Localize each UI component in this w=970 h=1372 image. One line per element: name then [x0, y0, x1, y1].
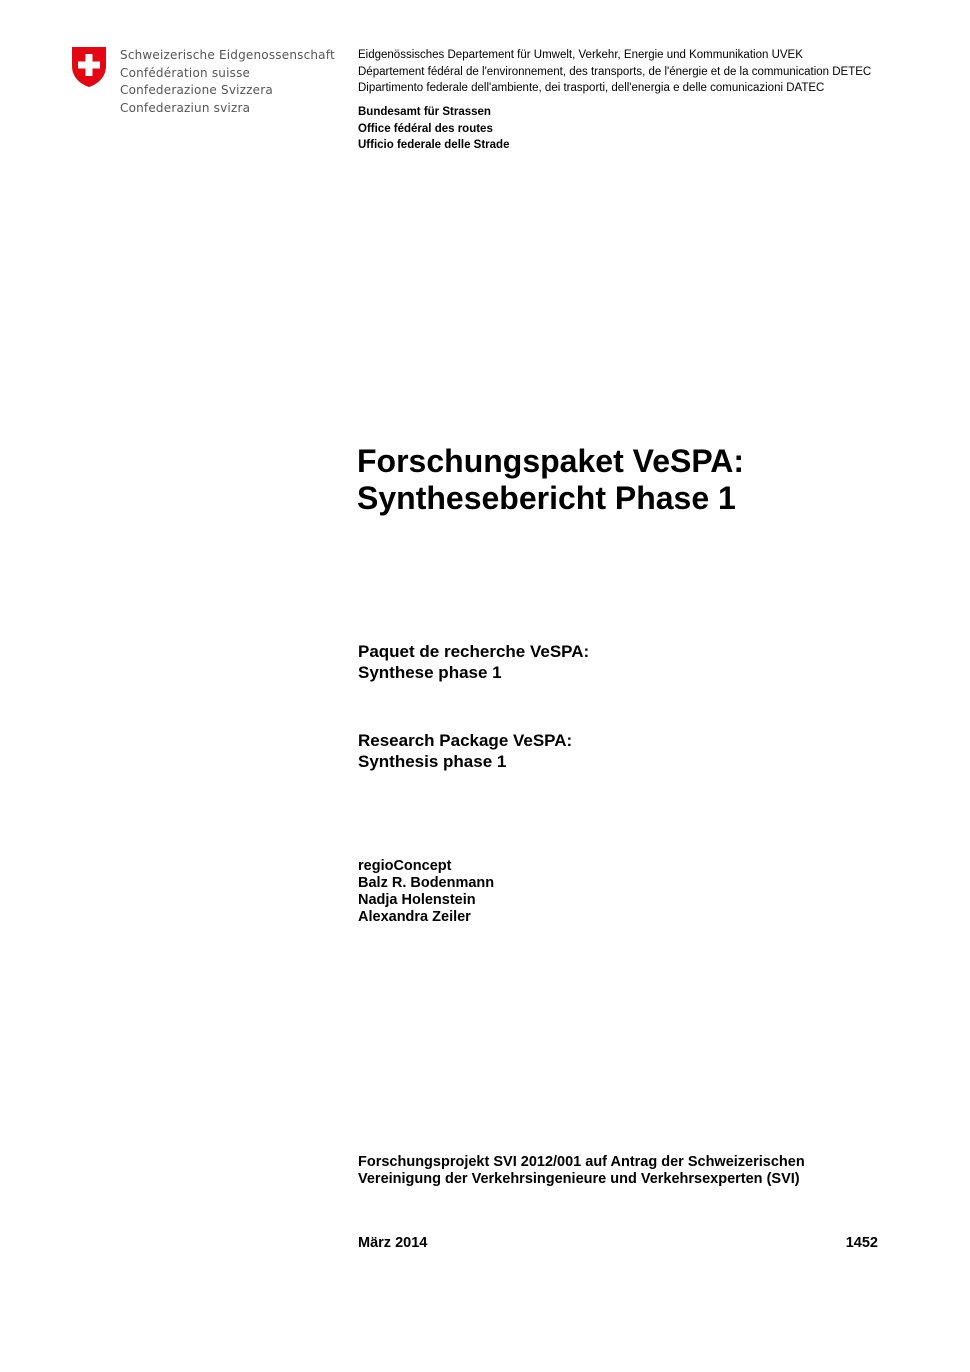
subtitle-french-line-1: Paquet de recherche VeSPA: [358, 642, 590, 661]
office-line-it: Ufficio federale delle Strade [358, 139, 510, 151]
report-number: 1452 [845, 1235, 878, 1251]
project-info [358, 1154, 805, 1188]
report-title-line-1: Forschungspaket VeSPA: [357, 443, 745, 479]
office-line-fr: Office fédéral des routes [358, 122, 493, 135]
author-name: Alexandra Zeiler [358, 909, 471, 925]
department-line-de: Eidgenössisches Departement für Umwelt, Verkehr, Energie und Kommunikation UVEK [358, 49, 803, 61]
publication-date: März 2014 [358, 1235, 428, 1251]
report-title-line-2: Synthesebericht Phase 1 [357, 480, 736, 516]
department-header [358, 47, 871, 97]
author-name: Balz R. Bodenmann [358, 875, 495, 891]
subtitle-french [358, 642, 589, 683]
subtitle-english-line-1: Research Package VeSPA: [358, 731, 573, 750]
subtitle-french-line-2: Synthese phase 1 [358, 662, 502, 682]
author-name: Nadja Holenstein [358, 892, 476, 908]
authors-block [358, 858, 494, 926]
wordmark-line-fr: Confédération suisse [120, 65, 251, 80]
wordmark-line-de: Schweizerische Eidgenossenschaft [120, 48, 335, 62]
report-title [357, 443, 744, 517]
office-header [358, 104, 509, 154]
wordmark-line-rm: Confederaziun svizra [120, 100, 251, 115]
author-organization: regioConcept [358, 858, 452, 874]
project-info-line-1: Forschungsprojekt SVI 2012/001 auf Antrag der Schweizerischen [358, 1154, 805, 1170]
project-info-line-2: Vereinigung der Verkehrsingenieure und Verkehrsexperten (SVI) [358, 1171, 800, 1187]
confederation-wordmark [120, 47, 335, 117]
department-line-fr: Département fédéral de l'environnement, des transports, de l'énergie et de la communication DETEC [358, 65, 872, 78]
subtitle-english-line-2: Synthesis phase 1 [358, 751, 507, 771]
office-line-de: Bundesamt für Strassen [358, 106, 491, 118]
wordmark-line-it: Confederazione Svizzera [120, 83, 273, 97]
swiss-shield-icon [70, 46, 108, 88]
subtitle-english [358, 731, 572, 772]
department-line-it: Dipartimento federale dell'ambiente, dei trasporti, dell'energia e delle comunicazioni DATEC [358, 82, 825, 94]
